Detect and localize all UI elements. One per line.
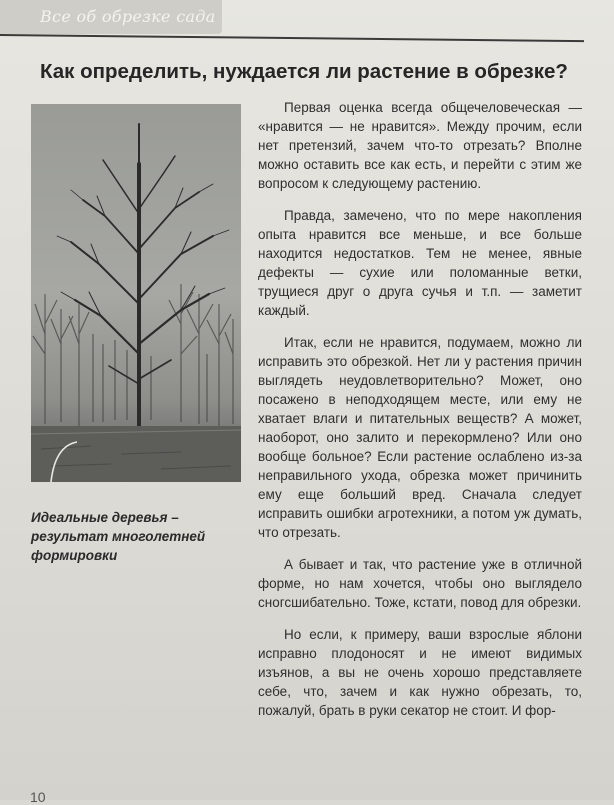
article-title: Как определить, нуждается ли растение в обрезке? bbox=[40, 60, 568, 83]
paragraph: Но если, к примеру, ваши взрослые яблони исправно плодоносят и не имеют видимых изъянов, а вы не очень хорошо представляете себе, что, зачем и как нужно обрезать, то, пожалуй, брать в руки секатор не стоит. И фор- bbox=[258, 627, 582, 718]
running-header bbox=[0, 0, 222, 34]
photo-caption: Идеальные деревья – результат многолетней формировки bbox=[31, 510, 206, 563]
article-body bbox=[258, 98, 582, 720]
running-header-title: Все об обрезке сада bbox=[40, 7, 216, 26]
tree-photo bbox=[31, 104, 241, 482]
paragraph: Первая оценка всегда общечеловеческая — «нравится — не нравится». Между прочим, если нет претензий, зачем что-то отрезать? Вполне можно оставить все как есть, и перейти с этим же вопросом к следующему растению. bbox=[258, 100, 582, 191]
paragraph: А бывает и так, что растение уже в отличной форме, но нам хочется, чтобы оно выглядело сногсшибательно. Тоже, кстати, повод для обрезки. bbox=[258, 557, 582, 610]
paragraph: Итак, если не нравится, подумаем, можно ли исправить это обрезкой. Нет ли у растения причин выглядеть неудовлетворительно? Может, оно посажено в неподходящем месте, или ему не хватает влаги и питательных веществ? А может, наоборот, оно залито и перекормлено? Или оно вообще больное? Если растение ослаблено из-за неправильного ухода, обрезка может причинить ему еще больший вред. Сначала следует исправить ошибки агротехники, а потом уж думать, что отрезать. bbox=[258, 335, 582, 540]
paragraph: Правда, замечено, что по мере накопления опыта нравится все меньше, и все больше находится недостатков. Тем не менее, явные дефекты — сухие или поломанные ветки, трущиеся друг о друга сучья и т.п. — заметит каждый. bbox=[258, 208, 582, 318]
header-divider bbox=[0, 34, 584, 42]
page-number: 10 bbox=[30, 789, 46, 805]
